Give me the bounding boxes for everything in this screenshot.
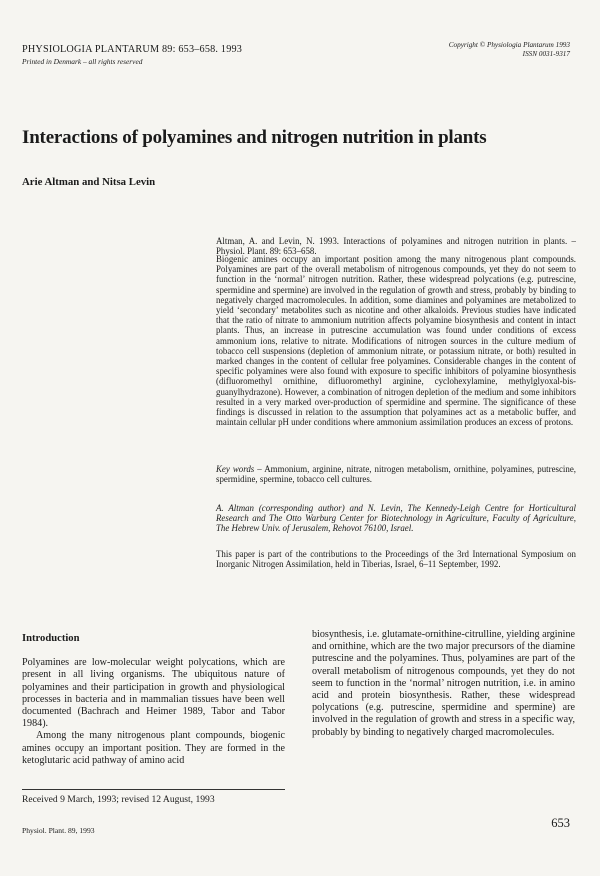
page-number: 653 [551, 816, 570, 830]
body-column-left [22, 633, 285, 767]
footer-journal: Physiol. Plant. 89, 1993 [22, 826, 95, 835]
issn-line: ISSN 0031-9317 [522, 50, 570, 58]
printed-notice: Printed in Denmark – all rights reserved [22, 57, 143, 66]
keywords-label: Key words [216, 464, 255, 474]
author-address: A. Altman (corresponding author) and N. Levin, The Kennedy-Leigh Centre for Horticultural Research and The Otto Warburg Center for Biotechnology in Agriculture, Faculty of Agriculture, The Hebrew Univ. of Jerusalem, Rehovot 76100, Israel. [216, 503, 576, 534]
keywords [216, 464, 576, 484]
citation: Altman, A. and Levin, N. 1993. Interactions of polyamines and nitrogen nutrition in plants. – Physiol. Plant. 89: 653–658. [216, 236, 576, 257]
received-dates: Received 9 March, 1993; revised 12 August, 1993 [22, 794, 215, 805]
intro-paragraph-2: Among the many nitrogenous plant compounds, biogenic amines occupy an important position. They are formed in the ketoglutaric acid pathway of amino acid [22, 730, 285, 766]
article-authors: Arie Altman and Nitsa Levin [22, 176, 156, 188]
intro-paragraph-1: Polyamines are low-molecular weight polycations, which are present in all living organisms. The ubiquitous nature of polyamines and their participation in growth and physiological processes in bacteria and in mammalian tissues have been well documented (Bachrach and Heimer 1989, Tabor and Tabor 1984). [22, 657, 285, 730]
copyright-block [449, 41, 570, 59]
abstract: Biogenic amines occupy an important position among the many nitrogenous plant compounds. Polyamines are part of the overall metabolism of nitrogenous compounds, yet they do not seem to function in the ‘normal’ nitrogen nutrition. Rather, these widespread polycations (e.g. putrescine, spermidine and spermine) are involved in the regulation of growth and stress, probably by binding to negatively charged macromolecules. In addition, some diamines and polyamines are metabolized to yield ‘secondary’ metabolites such as nicotine and other alkaloids. Previous studies have indicated that the ratio of nitrate to ammonium nutrition affects polyamine biosynthesis and content in intact plants. Thus, an increase in putrescine accumulation was found under conditions of excess ammonium ions, relative to nitrate. Modifications of nitrogen sources in the culture medium of tobacco cell suspensions (depletion of ammonium nitrate, or potassium nitrate, or both) resulted in marked changes in the content of cellular free polyamines. Considerable changes in the content of specific polyamines were also found with exposure to specific inhibitors of polyamine biosynthesis (difluoromethyl ornithine, difluoromethyl arginine, cyclohexylamine, methylglyoxal-bis-guanylhydrazone). However, a combination of nitrogen depletion of the medium and some inhibitors resulted in a very marked over-production of spermidine and spermine. The significance of these findings is discussed in relation to the assumption that polyamines act as a metabolic buffer, and maintain cellular pH under conditions where ammonium assimilation produces an excess of protons. [216, 254, 576, 428]
body-column-right [312, 629, 575, 739]
keywords-list: – Ammonium, arginine, nitrate, nitrogen metabolism, ornithine, polyamines, putrescine, spermidine, spermine, tobacco cell cultures. [216, 464, 576, 485]
copyright-line: Copyright © Physiologia Plantarum 1993 [448, 41, 570, 49]
intro-paragraph-3: biosynthesis, i.e. glutamate-ornithine-citrulline, yielding arginine and ornithine, which are the two major precursors of the diamine putrescine and the polyamines. Thus, polyamines are part of the overall metabolism of nitrogenous compounds, yet they do not seem to function in the ‘normal’ nitrogen nutrition, i.e. in amino acid and protein biosynthesis. Rather, these widespread polycations (e.g. putrescine, spermidine and spermine) are involved in the regulation of growth and stress in a specific way, probably by binding to negatively charged macromolecules. [312, 629, 575, 738]
symposium-note: This paper is part of the contributions to the Proceedings of the 3rd International Symposium on Inorganic Nitrogen Assimilation, held in Tiberias, Israel, 6–11 September, 1992. [216, 549, 576, 570]
journal-header: PHYSIOLOGIA PLANTARUM 89: 653–658. 1993 [22, 44, 243, 55]
footnote-divider [22, 789, 285, 790]
article-title: Interactions of polyamines and nitrogen nutrition in plants [22, 127, 487, 148]
section-heading-introduction: Introduction [22, 633, 80, 644]
